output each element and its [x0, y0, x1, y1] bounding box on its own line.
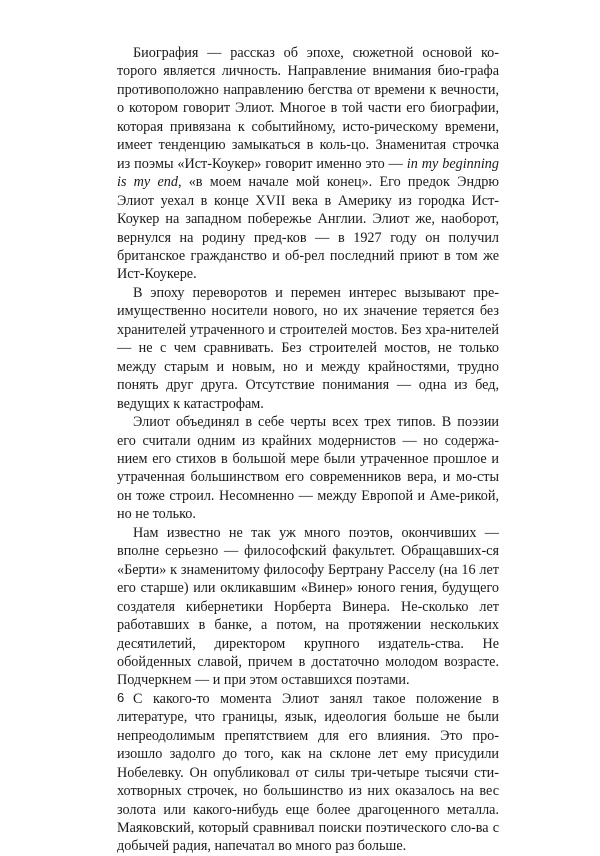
paragraph-4: Нам известно не так уж много поэтов, окончивших — вполне серьезно — философский факультет. Обращавших-ся «Берти» к знаменитому философу Бертрану Расселу (на 16 лет его старше) или окликавшим «Винер» юного гения, будущего создателя кибернетики Норберта Винера. Не-сколько лет работавших в банке, а потом, на протяжении нескольких десятилетий, директором крупного издатель-ства. Не обойденных славой, причем в достаточно молодом возрасте. Подчеркнем — и при этом оставшихся поэтами. — [117, 524, 499, 689]
paragraph-1 — [117, 44, 499, 284]
poem-quote-italic: in my beginning is my end — [117, 155, 499, 191]
body-text — [117, 44, 499, 856]
paragraph-3: Элиот объединял в себе черты всех трех типов. В поэзии его считали одним из крайних модернистов — но содержа-нием его стихов в большой мере были утраченное прошлое и утраченная большинством его современников вера, и мо-сты он тоже строил. Несомненно — между Европой и Аме-рикой, но не только. — [117, 414, 499, 523]
page-number: 6 — [117, 690, 125, 705]
paragraph-5: С какого-то момента Элиот занял такое положение в литературе, что границы, язык, идеология больше не были непреодолимым препятствием для его влияния. Это про-изошло задолго до того, как на склоне лет ему присудили Нобелевку. Он опубликовал от силы три-четыре тысячи сти-хотворных строчек, но большинство из них оказалось на вес золота или какого-нибудь еще более драгоценного металла. Маяковский, который сравнивал поиски поэтического сло-ва с добычей радия, напечатал во много раз больше. — [117, 690, 499, 855]
paragraph-2: В эпоху переворотов и перемен интерес вызывают пре-имущественно носители нового, но их значение теряется без хранителей утраченного и строителей мостов. Без хра-нителей — не с чем сравнивать. Без строителей мостов, не только между старым и новым, но и между крайностями, трудно понять друг друга. Отсутствие понимания — одна из бед, ведущих к катастрофам. — [117, 284, 499, 412]
paragraph-1-text-end: , «в моем начале мой конец». Его предок Эндрю Элиот уехал в конце XVII века в Америку из городка Ист-Коукер на западном побережье Англии. Элиот же, наоборот, вернулся на родину пред-ков — в 1927 году он получил британское гражданство и об-рел последний приют в том же Ист-Коукере. — [117, 174, 499, 283]
paragraph-1-text-start: Биография — рассказ об эпохе, сюжетной основой ко-торого является личность. Направление внимания био-графа противоположно направлению бегства от времени к вечности, о котором говорит Элиот. Многое в той части его биографии, которая привязана к событийному, исто-рическому времени, имеет тенденцию замыкаться в коль-цо. Знаменитая строчка из поэмы «Ист-Коукер» говорит именно это — — [117, 45, 499, 172]
